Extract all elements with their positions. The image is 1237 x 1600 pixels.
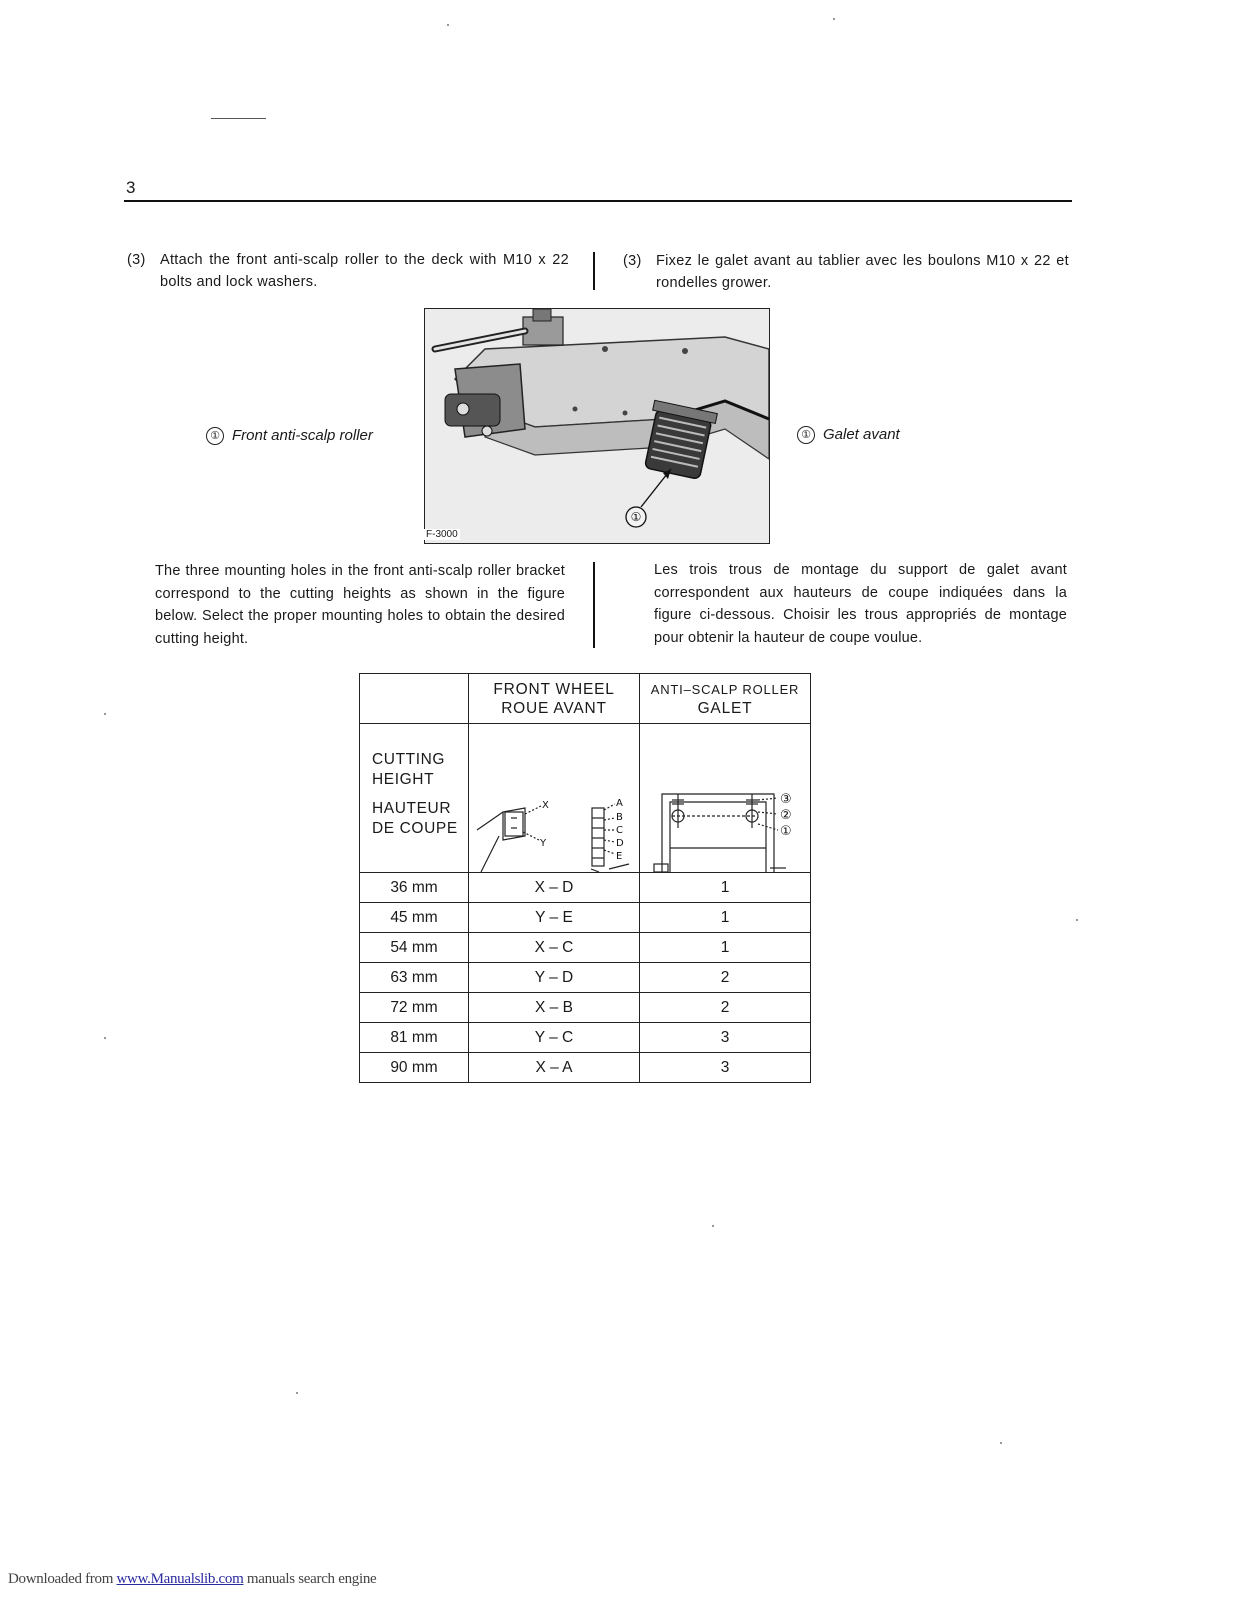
cutting-height-table [359,673,811,1083]
column-divider [593,562,595,648]
front-wheel-bracket-diagram [469,724,639,872]
cell-height: 81 mm [360,1023,469,1053]
cell-height: 45 mm [360,903,469,933]
table-diagram-row [360,724,811,873]
cell-wheel-position: Y – D [469,963,640,993]
cell-roller-position: 2 [640,963,811,993]
hole-b-label: B [616,812,623,823]
cell-wheel-position: X – C [469,933,640,963]
hole-d-label: D [616,838,624,849]
row-label-fr-1: HAUTEUR [372,800,452,817]
marker-one-icon: ① [797,426,815,444]
roller-bracket-diagram [640,724,810,872]
cell-height: 63 mm [360,963,469,993]
hole-3-label: ③ [780,792,792,807]
paragraph-en: The three mounting holes in the front anti-scalp roller bracket correspond to the cutting heights as shown in the figure below. Select the proper mounting holes to obtain the desired cutting height. [155,563,565,647]
short-rule [211,118,266,119]
step-fr [623,250,1069,294]
hole-2-label: ② [780,808,792,823]
table-row [360,993,811,1023]
manualslib-link[interactable]: www.Manualslib.com [116,1571,244,1587]
cell-height: 54 mm [360,933,469,963]
hole-c-label: C [616,825,623,836]
marker-one-icon: ① [206,427,224,445]
cell-height: 72 mm [360,993,469,1023]
scan-speck [833,18,835,20]
scan-speck [104,1037,106,1039]
row-label-cutting-height [360,724,469,873]
column-divider [593,252,595,290]
caption-fr [797,426,900,444]
caption-text: Front anti-scalp roller [232,427,373,444]
cell-roller-position: 2 [640,993,811,1023]
cell-height: 90 mm [360,1053,469,1083]
scan-speck [712,1225,714,1227]
cell-wheel-position: Y – C [469,1023,640,1053]
footer-prefix: Downloaded from [8,1571,117,1587]
header-front-wheel-en: FRONT WHEEL [493,680,615,698]
cell-roller-position: 1 [640,933,811,963]
roller-diagram-cell [640,724,811,873]
cell-roller-position: 1 [640,873,811,903]
table-row [360,1053,811,1083]
front-wheel-diagram-cell [469,724,640,873]
step-number: (3) [127,252,146,268]
row-label-en-2: HEIGHT [372,771,435,788]
scan-speck [296,1392,298,1394]
page-number: 3 [126,178,136,197]
scan-speck [104,713,106,715]
header-front-wheel [469,674,640,724]
scan-speck [447,24,449,26]
step-text: Fixez le galet avant au tablier avec les boulons M10 x 22 et rondelles grower. [656,253,1069,291]
table-row [360,963,811,993]
scan-speck [1076,919,1078,921]
cell-wheel-position: X – A [469,1053,640,1083]
cell-roller-position: 1 [640,903,811,933]
header-roller [640,674,811,724]
point-y-label: Y [540,838,547,849]
footer-suffix: manuals search engine [243,1571,377,1587]
callout-number: ① [630,510,642,524]
hole-e-label: E [616,851,623,862]
deck-photo [424,308,770,544]
table-row [360,933,811,963]
scan-speck [1000,1442,1002,1444]
hole-a-label: A [616,798,623,809]
point-x-label: X [542,800,549,811]
step-text: Attach the front anti-scalp roller to the deck with M10 x 22 bolts and lock washers. [160,252,569,290]
table-header-row [360,674,811,724]
header-roller-fr: GALET [697,699,753,717]
caption-en [206,427,373,445]
header-roller-en: ANTI–SCALP ROLLER [650,681,800,697]
table-row [360,903,811,933]
cell-roller-position: 3 [640,1023,811,1053]
figure-code: F-3000 [426,529,458,540]
cell-wheel-position: X – B [469,993,640,1023]
caption-text: Galet avant [823,426,900,443]
mower-deck-illustration [425,309,769,543]
cell-wheel-position: Y – E [469,903,640,933]
table-row [360,1023,811,1053]
download-footer [8,1571,376,1588]
cell-height: 36 mm [360,873,469,903]
hole-1-label: ① [780,824,792,839]
row-label-fr-2: DE COUPE [372,820,458,837]
cell-roller-position: 3 [640,1053,811,1083]
header-rule [124,200,1072,202]
table-row [360,873,811,903]
step-en [127,249,569,293]
paragraph-fr: Les trois trous de montage du support de galet avant correspondent aux hauteurs de coupe indiquées dans la figure ci-dessous. Choisir les trous appropriés de montage pour obtenir la hauteur de coupe voulue. [654,562,1067,646]
row-label-en-1: CUTTING [372,751,446,768]
header-empty-cell [360,674,469,724]
header-front-wheel-fr: ROUE AVANT [501,699,607,717]
step-number: (3) [623,253,642,269]
cell-wheel-position: X – D [469,873,640,903]
